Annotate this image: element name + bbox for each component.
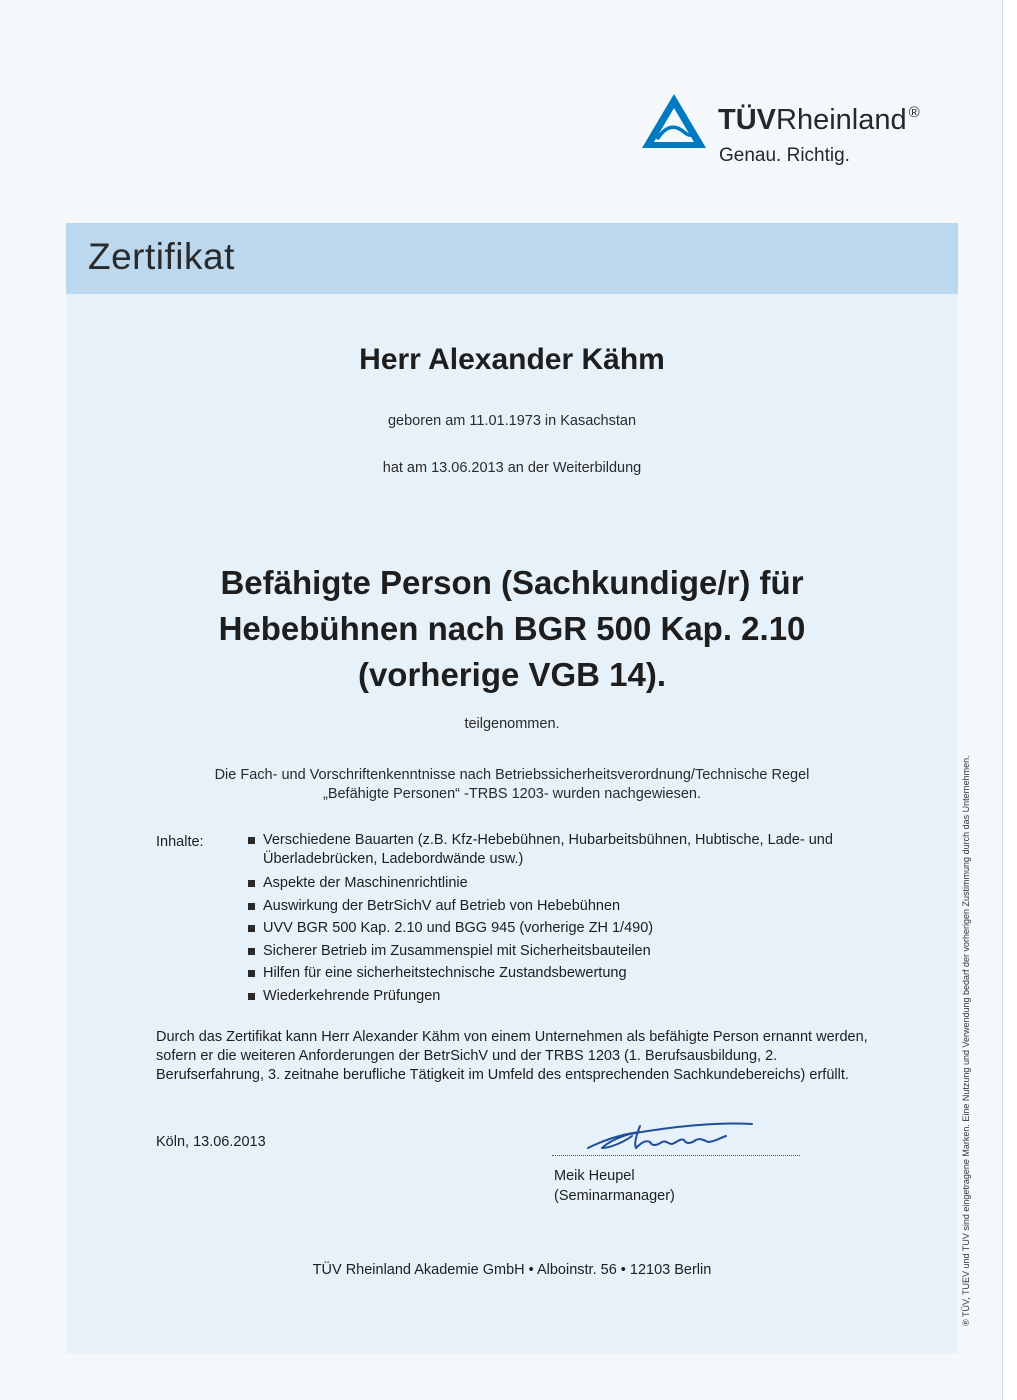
bullet-square-icon	[248, 970, 255, 977]
bullet-square-icon	[248, 880, 255, 887]
signature-image	[580, 1112, 780, 1160]
bullet-square-icon	[248, 993, 255, 1000]
proof-line: „Befähigte Personen“ -TRBS 1203- wurden nachgewiesen.	[322, 786, 702, 802]
recipient-name: Herr Alexander Kähm	[359, 343, 665, 376]
attendance-info: hat am 13.06.2013 an der Weiterbildung	[382, 460, 642, 476]
list-item	[248, 962, 888, 985]
brand-regular: Rheinland	[776, 104, 907, 136]
bullet-square-icon	[248, 948, 255, 955]
issuer-footer: TÜV Rheinland Akademie GmbH • Alboinstr. 56 • 12103 Berlin	[312, 1262, 712, 1278]
certificate-title: Zertifikat	[88, 236, 235, 277]
list-item-text: Auswirkung der BetrSichV auf Betrieb von Hebebühnen	[263, 897, 621, 914]
list-item-text: Hilfen für eine sicherheitstechnische Zustandsbewertung	[263, 965, 627, 981]
list-item	[248, 917, 888, 940]
list-item-text: Verschiedene Bauarten (z.B. Kfz-Hebebühnen, Hubarbeitsbühnen, Hubtische, Lade- und Überladebrücken, Ladebordwände usw.)	[263, 832, 833, 867]
contents-list	[248, 830, 888, 1007]
list-item	[248, 895, 888, 918]
course-title	[66, 560, 958, 698]
list-item	[248, 872, 888, 895]
place-date: Köln, 13.06.2013	[156, 1134, 266, 1150]
trademark-notice: ® TÜV, TUEV und TUV sind eingetragene Marken. Eine Nutzung und Verwendung bedarf der vorherigen Zustimmung durch das Unternehmen.	[961, 755, 971, 1326]
proof-text	[66, 766, 958, 804]
contents-label: Inhalte:	[156, 834, 204, 850]
list-item-text: UVV BGR 500 Kap. 2.10 und BGG 945 (vorherige ZH 1/490)	[263, 920, 654, 936]
list-item	[248, 985, 888, 1008]
bullet-square-icon	[248, 903, 255, 910]
brand-bold: TÜV	[718, 104, 776, 136]
certificate-panel	[66, 294, 958, 1354]
brand-slogan: Genau. Richtig.	[719, 145, 850, 166]
list-item-text: Sicherer Betrieb im Zusammenspiel mit Sicherheitsbauteilen	[263, 942, 651, 959]
tuv-triangle-icon	[640, 92, 708, 150]
course-title-line: Befähigte Person (Sachkundige/r) für	[220, 564, 804, 601]
bullet-square-icon	[248, 837, 255, 844]
signer-role: (Seminarmanager)	[554, 1188, 675, 1204]
participated-text: teilgenommen.	[464, 716, 560, 732]
course-title-line: Hebebühnen nach BGR 500 Kap. 2.10	[218, 610, 806, 647]
list-item-text: Aspekte der Maschinenrichtlinie	[263, 875, 468, 891]
list-item-text: Wiederkehrende Prüfungen	[263, 987, 441, 1004]
birth-info: geboren am 11.01.1973 in Kasachstan	[387, 413, 637, 429]
qualification-statement: Durch das Zertifikat kann Herr Alexander Kähm von einem Unternehmen als befähigte Person ernannt werden, sofern er die weiteren Anforderungen der BetrSichV und der TRBS 1203 (1. Berufsausbildung, 2. Berufserfahrung, 3. zeitnahe berufliche Tätigkeit im Umfeld des entsprechenden Sachkundebereichs) erfüllt.	[156, 1029, 868, 1083]
signer-name: Meik Heupel	[554, 1168, 635, 1184]
course-title-line: (vorherige VGB 14).	[357, 656, 667, 693]
brand-logo	[718, 104, 920, 137]
bullet-square-icon	[248, 925, 255, 932]
proof-line: Die Fach- und Vorschriftenkenntnisse nach Betriebssicherheitsverordnung/Technische Regel	[214, 767, 810, 783]
list-item	[248, 940, 888, 963]
signature-line	[552, 1155, 800, 1156]
list-item	[248, 830, 888, 869]
registered-mark: ®	[908, 104, 920, 121]
